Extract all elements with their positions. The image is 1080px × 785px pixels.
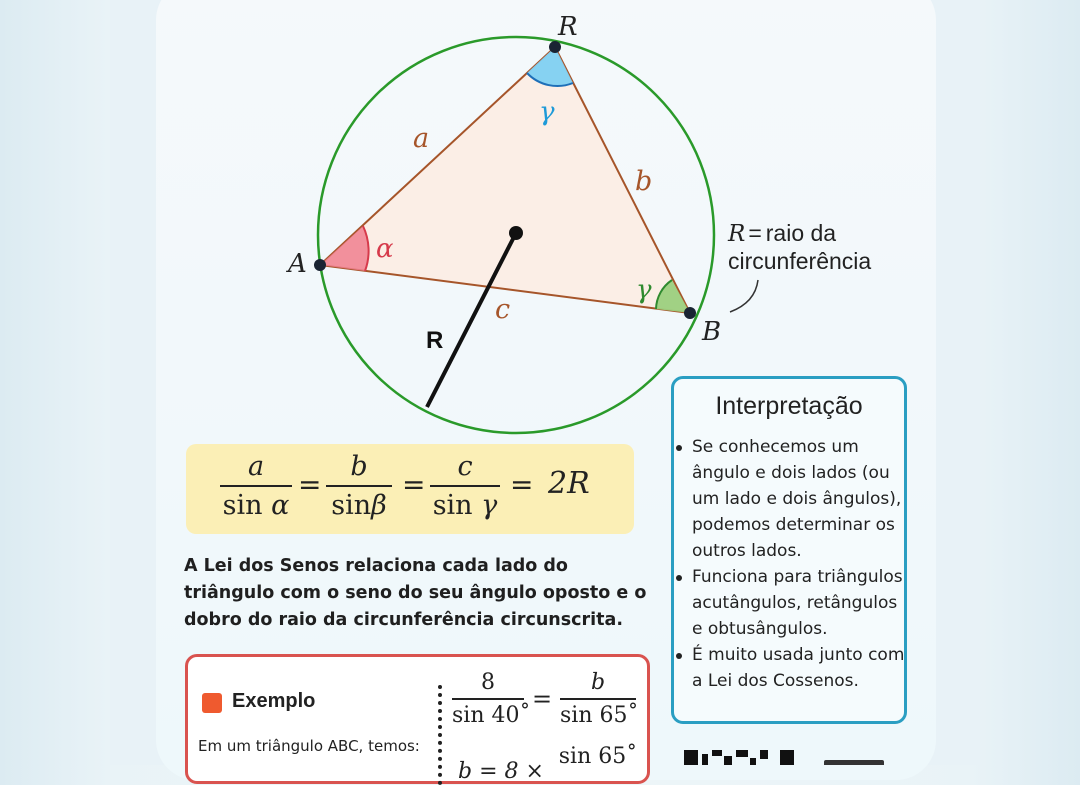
formula-term-c-den — [430, 488, 500, 524]
formula-term-a — [220, 450, 292, 524]
side-label-b: b — [635, 166, 653, 197]
interpretation-item: Funciona para triângulos acutângulos, retângulos e obtusângulos. — [692, 564, 912, 642]
formula-term-a-angle: α — [271, 490, 290, 521]
formula-eq-2: = — [402, 468, 426, 501]
example-frac-1-num: 8 — [481, 670, 495, 695]
radius-note-line2: circunferência — [728, 248, 872, 274]
vertex-r-dot — [549, 41, 561, 53]
formula-term-c — [430, 450, 500, 524]
formula-term-a-den — [220, 488, 292, 524]
formula-eq-1: = — [298, 468, 322, 501]
angle-label-alpha: α — [376, 234, 394, 264]
example-frac-2-num: b — [590, 670, 606, 695]
example-frac-3 — [558, 743, 638, 771]
radius-note-text1: raio da — [765, 220, 837, 246]
example-frac-2 — [560, 669, 639, 731]
vertex-label-r: R — [558, 12, 578, 42]
example-title: Exemplo — [232, 690, 316, 712]
radius-note-pointer — [730, 280, 758, 312]
formula-term-c-fn: sin — [432, 490, 473, 521]
example-eq: = — [532, 685, 553, 713]
vertex-b-dot — [684, 307, 696, 319]
radius-note-symbol: R — [728, 221, 746, 247]
interpretation-item: É muito usada junto com a Lei dos Cossenos. — [692, 642, 912, 694]
example-text: Em um triângulo ABC, temos: — [198, 737, 420, 755]
example-line2-lhs: b = 8 × — [458, 759, 544, 784]
example-math — [450, 663, 640, 784]
example-frac-1-den: sin 40˚ — [452, 702, 531, 728]
formula-term-b-fn: sin — [331, 490, 372, 521]
formula-term-c-bar — [430, 485, 500, 487]
formula-term-b-angle: β — [371, 490, 387, 521]
vertex-a-dot — [314, 259, 326, 271]
law-description: A Lei dos Senos relaciona cada lado do triângulo com o seno do seu ângulo oposto e o dobro do raio da circunferência circunscrita. — [184, 556, 647, 630]
example-frac-1 — [452, 669, 531, 731]
interpretation-panel — [671, 376, 907, 724]
formula-term-c-angle: γ — [481, 490, 498, 521]
example-frac-2-bar — [560, 698, 636, 700]
example-dotted-separator — [438, 685, 442, 785]
qr-code-icon — [684, 748, 796, 765]
formula-term-b-bar — [326, 485, 392, 487]
book-icon — [824, 760, 884, 765]
side-label-a: a — [413, 123, 430, 154]
formula-term-a-num: a — [247, 451, 265, 482]
formula-term-b-num: b — [350, 451, 368, 482]
example-frac-1-bar — [452, 698, 524, 700]
angle-label-gamma-bottom: γ — [636, 275, 652, 305]
example-square-icon — [202, 693, 222, 713]
formula-term-a-bar — [220, 485, 292, 487]
radius-label: R — [426, 327, 444, 354]
interpretation-item: Se conhecemos um ângulo e dois lados (ou um lado e dois ângulos), podemos determinar os outros lados. — [692, 434, 912, 564]
interpretation-title: Interpretação — [715, 392, 863, 420]
vertex-label-a: A — [288, 249, 307, 279]
radius-note-eq: = — [748, 220, 762, 246]
formula-rhs: 2R — [548, 466, 590, 501]
angle-alpha-arc — [320, 226, 369, 271]
law-of-sines-formula-box — [186, 444, 634, 534]
vertex-label-b: B — [702, 317, 722, 347]
formula-term-c-num: c — [457, 451, 473, 482]
formula-eq-3: = — [510, 468, 534, 501]
angle-label-gamma-top: γ — [539, 97, 555, 127]
example-frac-3-num: sin 65˚ — [558, 744, 638, 769]
radius-note-line1 — [727, 220, 836, 247]
law-of-sines-formula — [186, 444, 634, 534]
example-frac-2-den: sin 65˚ — [560, 702, 639, 728]
side-label-c: c — [495, 294, 511, 325]
interpretation-list — [674, 434, 912, 694]
formula-term-b — [326, 450, 392, 524]
center-dot — [509, 226, 523, 240]
formula-term-b-den — [326, 488, 392, 524]
formula-term-a-fn: sin — [222, 490, 263, 521]
